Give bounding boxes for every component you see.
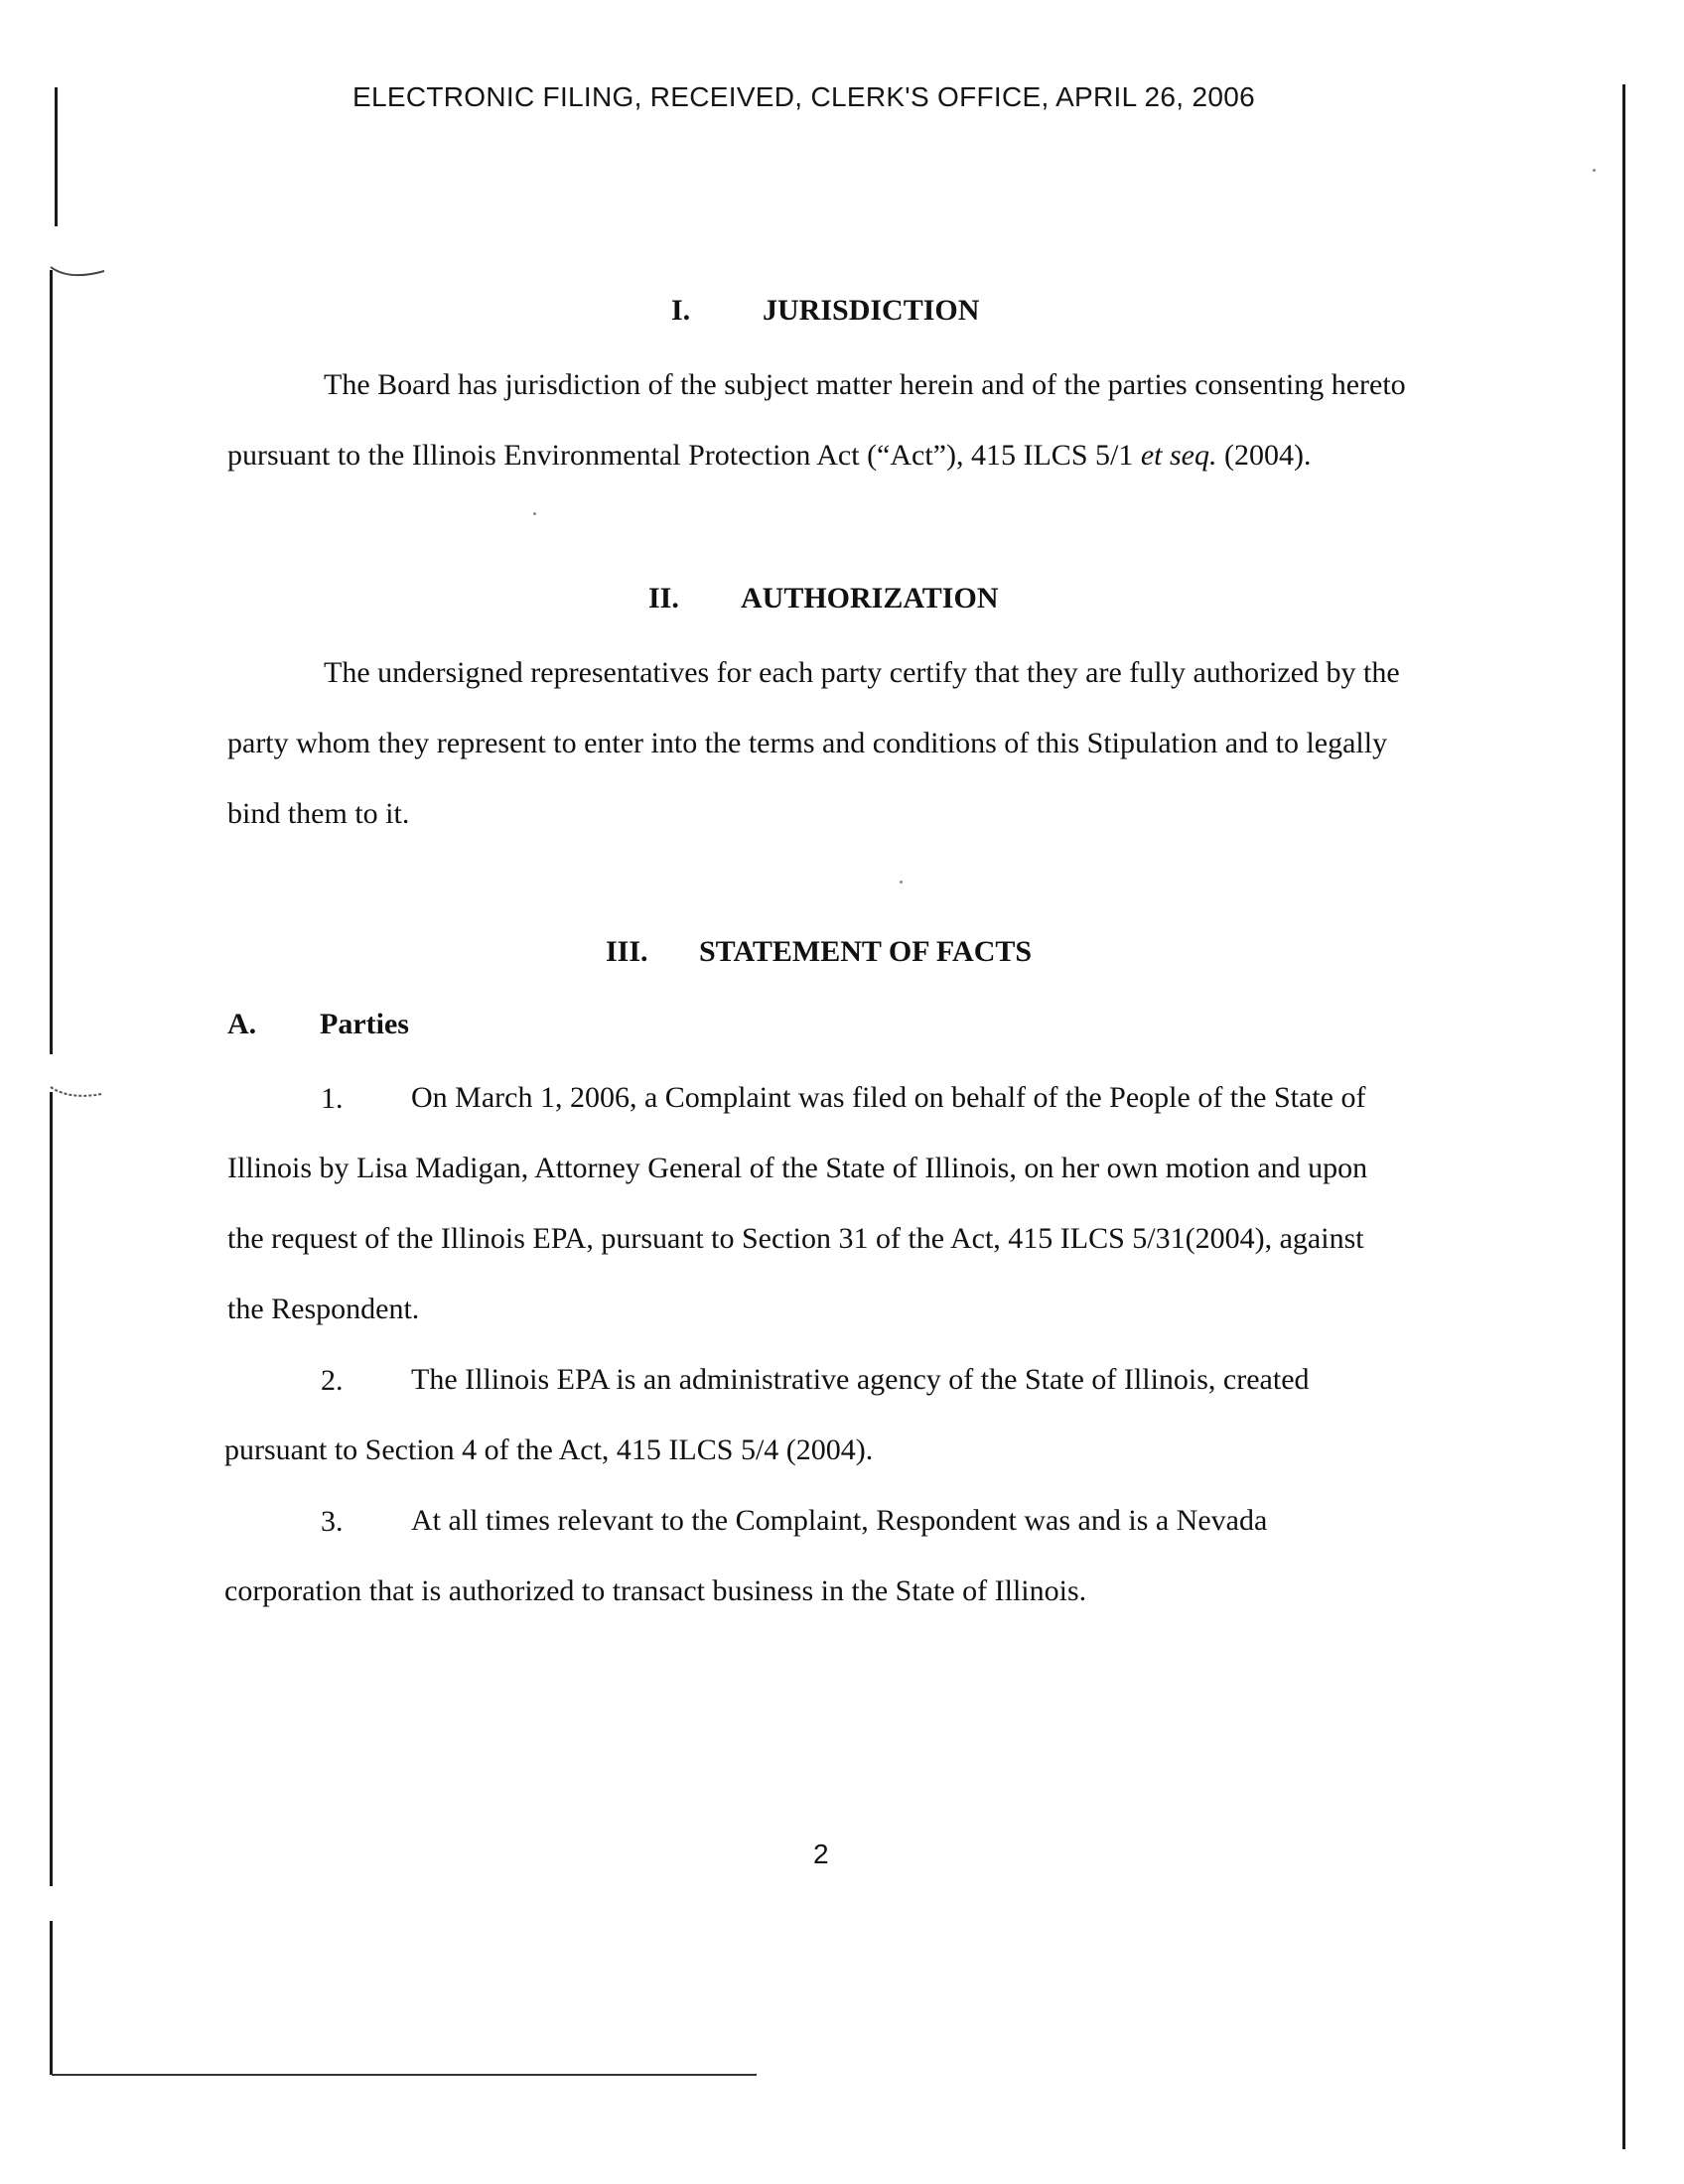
body-line: pursuant to Section 4 of the Act, 415 ILCS 5/4 (2004). — [224, 1433, 874, 1466]
left-margin-bar-middle — [50, 270, 53, 1054]
body-line: the request of the Illinois EPA, pursuant to Section 31 of the Act, 415 ILCS 5/31(2004), against — [227, 1222, 1364, 1255]
body-line: corporation that is authorized to transact business in the State of Illinois. — [224, 1574, 1087, 1607]
left-margin-bar-top — [55, 87, 58, 226]
body-line: Illinois by Lisa Madigan, Attorney General of the State of Illinois, on her own motion and upon — [227, 1152, 1368, 1184]
body-line: party whom they represent to enter into the terms and conditions of this Stipulation and to legally — [227, 727, 1388, 759]
left-margin-bar-bottom — [50, 1921, 53, 2075]
bottom-scan-line — [52, 2074, 757, 2076]
paragraph-number: 3. — [321, 1505, 344, 1538]
subsection-heading-parties — [227, 1008, 256, 1041]
subsection-title: Parties — [320, 1008, 409, 1040]
body-line: At all times relevant to the Complaint, Respondent was and is a Nevada — [411, 1504, 1268, 1537]
page-number: 2 — [813, 1839, 829, 1869]
body-line: The Illinois EPA is an administrative agency of the State of Illinois, created — [411, 1363, 1310, 1396]
section-title: JURISDICTION — [763, 294, 980, 327]
body-line: bind them to it. — [227, 797, 410, 830]
citation-italic: et seq. — [1140, 439, 1217, 472]
scan-speck — [533, 512, 536, 515]
body-line — [227, 437, 1311, 475]
body-line: The Board has jurisdiction of the subject matter herein and of the parties consenting hereto — [324, 368, 1406, 401]
right-margin-bar — [1622, 84, 1625, 2149]
subsection-letter: A. — [227, 1008, 257, 1040]
section-number: I. — [671, 294, 691, 327]
section-number: II. — [648, 582, 679, 614]
scan-speck — [900, 881, 903, 884]
section-title: AUTHORIZATION — [741, 582, 999, 614]
left-margin-bar-lower — [50, 1092, 53, 1886]
body-line: The undersigned representatives for each party certify that they are fully authorized by the — [324, 656, 1400, 689]
paragraph-number: 2. — [321, 1364, 344, 1397]
margin-bracket-lower — [50, 1084, 109, 1104]
section-number: III. — [606, 935, 648, 968]
section-title: STATEMENT OF FACTS — [699, 935, 1033, 968]
body-text: pursuant to the Illinois Environmental Protection Act (“Act”), 415 ILCS 5/1 — [227, 439, 1141, 472]
margin-bracket-top — [50, 263, 109, 283]
paragraph-number: 1. — [321, 1082, 344, 1115]
scan-speck — [1593, 169, 1596, 172]
body-line: On March 1, 2006, a Complaint was filed on behalf of the People of the State of — [411, 1081, 1366, 1114]
body-text: (2004). — [1216, 439, 1312, 472]
filing-header: ELECTRONIC FILING, RECEIVED, CLERK'S OFFICE, APRIL 26, 2006 — [352, 81, 1255, 112]
body-line: the Respondent. — [227, 1293, 420, 1325]
